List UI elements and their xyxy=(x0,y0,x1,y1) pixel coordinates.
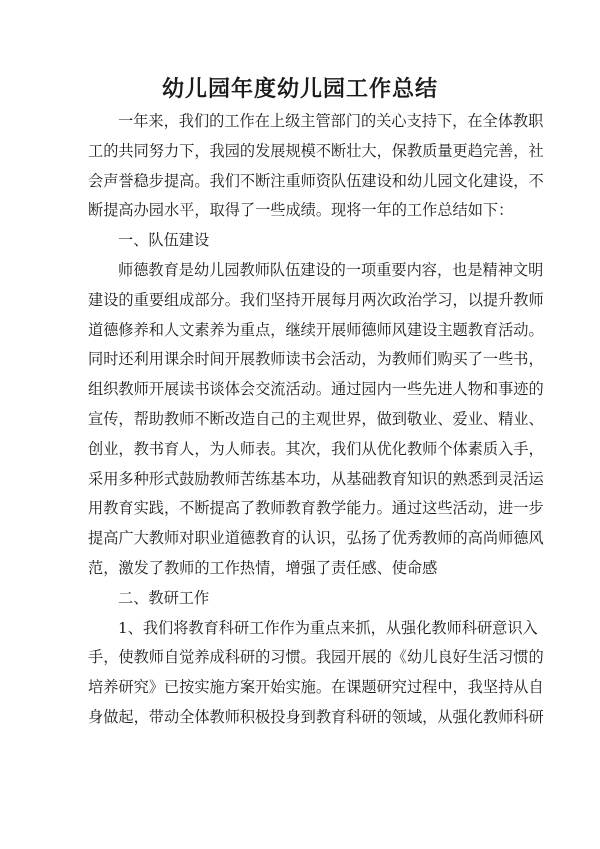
paragraph-line: 培养研究》已按实施方案开始实施。在课题研究过程中，我坚持从自 xyxy=(88,678,544,697)
section2-paragraph xyxy=(88,614,544,733)
section-heading-text: 一、队伍建设 xyxy=(118,231,210,250)
intro-line: 断提高办园水平，取得了一些成绩。现将一年的工作总结如下： xyxy=(88,201,514,220)
paragraph-line: 范，激发了教师的工作热情，增强了责任感、使命感 xyxy=(88,558,438,577)
section-heading-research xyxy=(88,584,513,614)
paragraph-line: 师德教育是幼儿园教师队伍建设的一项重要内容，也是精神文明 xyxy=(118,260,544,279)
paragraph-line: 采用多种形式鼓励教师苦练基本功，从基础教育知识的熟悉到灵活运 xyxy=(88,469,544,488)
paragraph-line: 宣传，帮助教师不断改造自己的主观世界，做到敬业、爱业、精业、 xyxy=(88,409,544,428)
paragraph-line: 组织教师开展读书谈体会交流活动。通过园内一些先进人物和事迹的 xyxy=(88,380,544,399)
document-title: 幼儿园年度幼儿园工作总结 xyxy=(161,76,438,102)
intro-paragraph xyxy=(88,107,544,226)
paragraph-line: 身做起，带动全体教师积极投身到教育科研的领域，从强化教师科研 xyxy=(88,707,544,726)
intro-line: 工的共同努力下，我园的发展规模不断壮大，保教质量更趋完善，社 xyxy=(88,141,544,160)
paragraph-line: 创业，教书育人，为人师表。其次，我们从优化教师个体素质入手， xyxy=(88,439,544,458)
section-heading-text: 二、教研工作 xyxy=(118,588,210,607)
paragraph-line: 建设的重要组成部分。我们坚持开展每月两次政治学习，以提升教师 xyxy=(88,290,544,309)
section1-paragraph xyxy=(88,256,544,584)
paragraph-line: 提高广大教师对职业道德教育的认识，弘扬了优秀教师的高尚师德风 xyxy=(88,529,544,548)
paragraph-line: 道德修养和人文素养为重点，继续开展师德师风建设主题教育活动。 xyxy=(88,320,544,339)
paragraph-line: 同时还利用课余时间开展教师读书会活动，为教师们购买了一些书， xyxy=(88,350,544,369)
paragraph-line: 用教育实践，不断提高了教师教育教学能力。通过这些活动，进一步 xyxy=(88,499,544,518)
section-heading-team xyxy=(88,226,513,256)
intro-line: 会声誉稳步提高。我们不断注重师资队伍建设和幼儿园文化建设，不 xyxy=(88,171,544,190)
document-body xyxy=(88,107,544,733)
paragraph-line: 手，使教师自觉养成科研的习惯。我园开展的《幼儿良好生活习惯的 xyxy=(88,648,544,667)
intro-line: 一年来，我们的工作在上级主管部门的关心支持下，在全体教职 xyxy=(118,112,544,130)
paragraph-line: 1、我们将教育科研工作作为重点来抓，从强化教师科研意识入 xyxy=(118,618,538,637)
